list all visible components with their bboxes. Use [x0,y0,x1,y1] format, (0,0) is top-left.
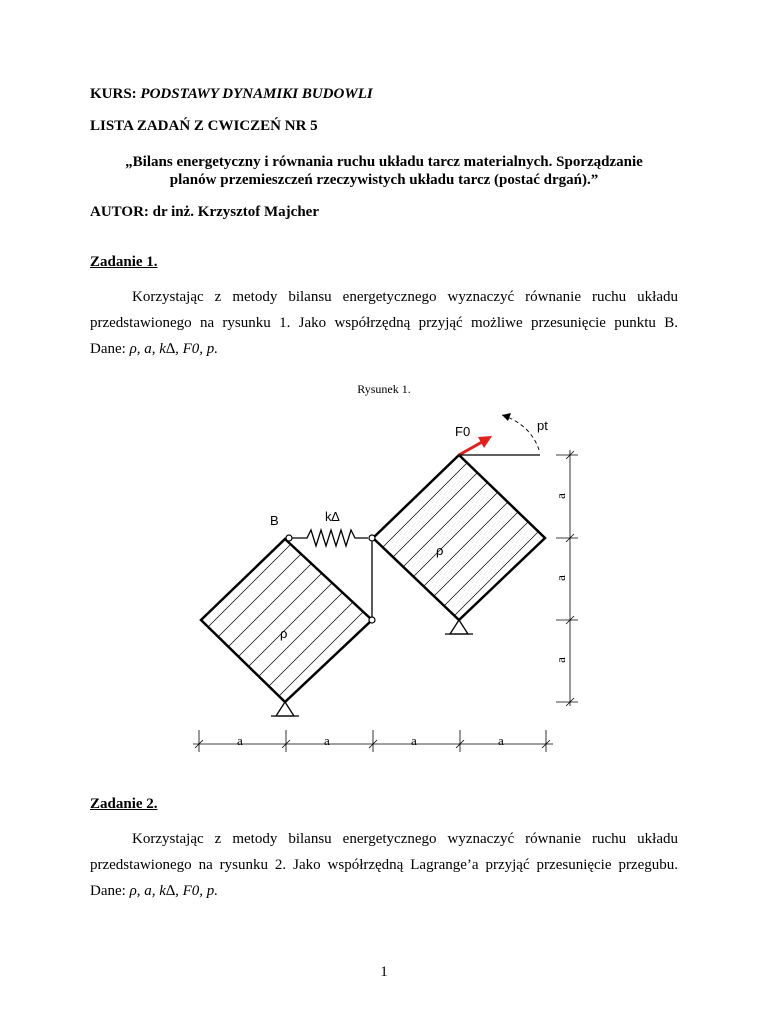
angle-arc-arrowhead [502,413,511,421]
spring [291,530,368,546]
list-title: LISTA ZADAŃ Z CWICZEŃ NR 5 [90,118,318,134]
task2-text [90,826,678,904]
right-block-hatching [370,295,555,720]
label-F0: F0 [455,424,471,439]
dim-h-2: a [324,733,330,748]
task1-heading: Zadanie 1. [90,254,158,270]
course-name: PODSTAWY DYNAMIKI BUDOWLI [140,86,373,102]
hinge-bar-bottom [369,617,375,623]
dim-v-3: a [552,657,568,663]
task1-given-values: ρ, a, k∆, F0, p. [129,341,219,357]
author-line: AUTOR: dr inż. Krzysztof Majcher [90,204,319,220]
page-number: 1 [380,964,388,980]
task1-line1: Korzystając z metody bilansu energetycznego wyznaczyć równanie ruchu układu [132,289,678,305]
course-label: KURS: [90,86,137,102]
task1-given-label: Dane: [90,341,126,357]
label-B: B [270,513,279,528]
task2-heading: Zadanie 2. [90,796,158,812]
document-title-line1: „Bilans energetyczny i równania ruchu układu tarcz materialnych. Sporządzanie [125,154,643,170]
left-block [201,539,372,702]
task2-line1: Korzystając z metody bilansu energetycznego wyznaczyć równanie ruchu układu [132,831,678,847]
hinge-spring-right [369,535,375,541]
label-rho-left: ρ [280,626,288,641]
right-block [373,455,545,620]
support-left [271,702,299,716]
dim-v-1: a [552,493,568,499]
label-pt: pt [537,418,548,433]
task2-given-values: ρ, a, k∆, F0, p. [129,883,219,899]
left-block-hatching [195,455,380,860]
dim-v-2: a [552,575,568,581]
figure-caption: Rysunek 1. [357,382,411,396]
label-rho-right: ρ [436,543,444,558]
task2-line2: przedstawionego na rysunku 2. Jako współrzędną Lagrange’a przyjąć przesunięcie przegubu. [90,857,678,873]
task1-line2: przedstawionego na rysunku 1. Jako współrzędną przyjąć możliwe przesunięcie punktu B. [90,315,678,331]
hinge-B [286,535,292,541]
task2-given-label: Dane: [90,883,126,899]
support-right [445,620,473,634]
document-title-line2: planów przemieszczeń rzeczywistych układu tarcz (postać drgań).” [169,172,599,188]
dim-h-4: a [498,733,504,748]
label-spring-k: k∆ [325,509,340,524]
dim-h-1: a [237,733,243,748]
dim-h-3: a [411,733,417,748]
